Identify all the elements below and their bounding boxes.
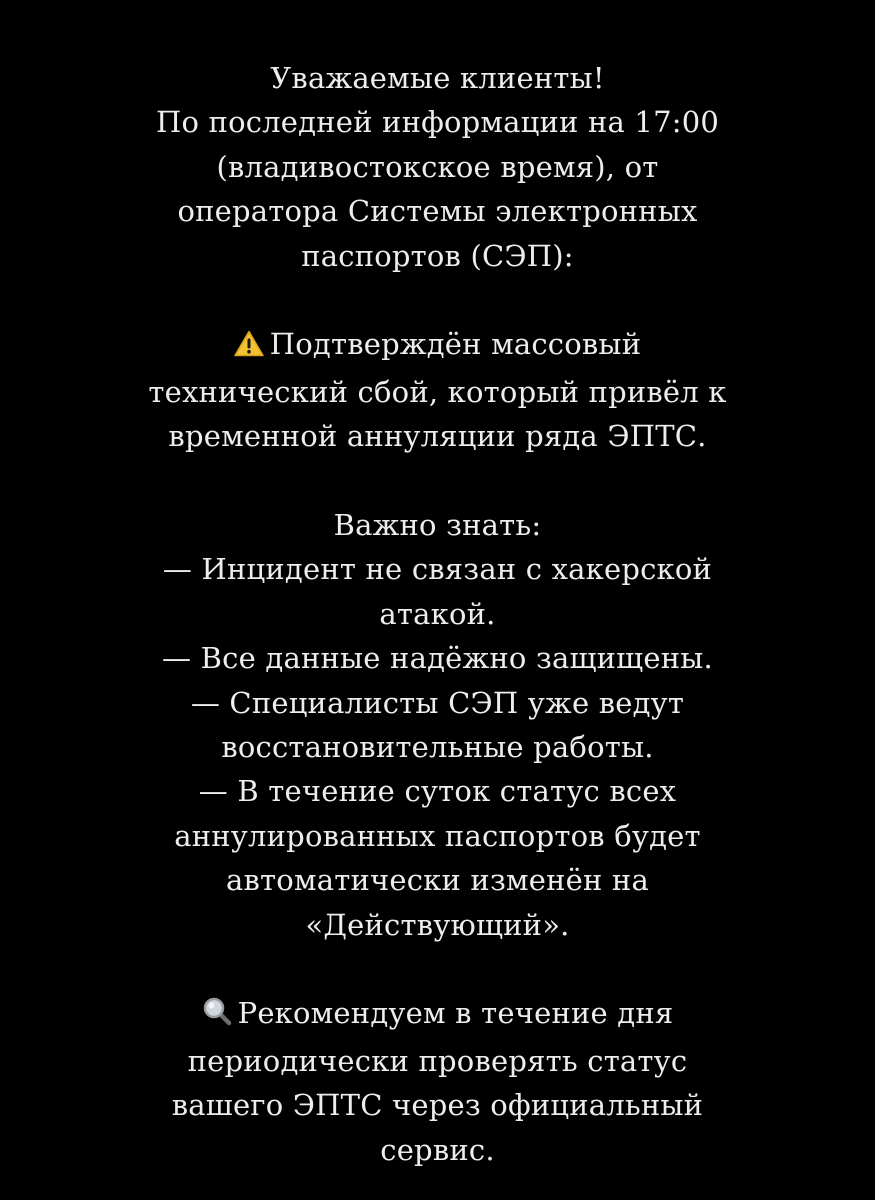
recommendation-block (0, 991, 875, 1172)
announcement-message (0, 56, 875, 1172)
warning-icon (234, 325, 264, 369)
magnifier-icon (202, 994, 232, 1038)
important-item-line: автоматически изменён на (226, 863, 649, 898)
recommendation-line: сервис. (380, 1132, 495, 1167)
greeting-block (0, 56, 875, 278)
important-block (0, 503, 875, 947)
important-item-line: — В течение суток статус всех (198, 774, 677, 809)
important-item-line: «Действующий». (305, 907, 570, 942)
warning-line: временной аннуляции ряда ЭПТС. (168, 419, 707, 454)
important-item-line: атакой. (379, 596, 496, 631)
spacer (0, 947, 875, 991)
recommendation-text: Рекомендуем в течение дня (237, 996, 674, 1031)
important-item-line: — Все данные надёжно защищены. (162, 641, 713, 676)
recommendation-line: периодически проверять статус (187, 1043, 688, 1078)
warning-block (0, 322, 875, 458)
warning-line: технический сбой, который привёл к (148, 374, 727, 409)
important-heading: Важно знать: (333, 508, 542, 543)
timezone-line: (владивостокское время), от (216, 149, 659, 184)
warning-text: Подтверждён массовый (269, 327, 642, 362)
recommendation-line (0, 991, 875, 1038)
important-item-line: — Инцидент не связан с хакерской (162, 552, 713, 587)
spacer (0, 278, 875, 322)
info-time-line: По последней информации на 17:00 (155, 105, 720, 140)
warning-line (0, 322, 875, 369)
important-item-line: — Специалисты СЭП уже ведут (190, 685, 685, 720)
important-item-line: восстановительные работы. (221, 730, 654, 765)
greeting-line: Уважаемые клиенты! (270, 61, 605, 95)
operator-line: оператора Системы электронных (177, 194, 698, 229)
important-item-line: аннулированных паспортов будет (174, 818, 701, 853)
operator-name-line: паспортов (СЭП): (301, 238, 574, 273)
recommendation-line: вашего ЭПТС через официальный (171, 1088, 704, 1123)
spacer (0, 459, 875, 503)
